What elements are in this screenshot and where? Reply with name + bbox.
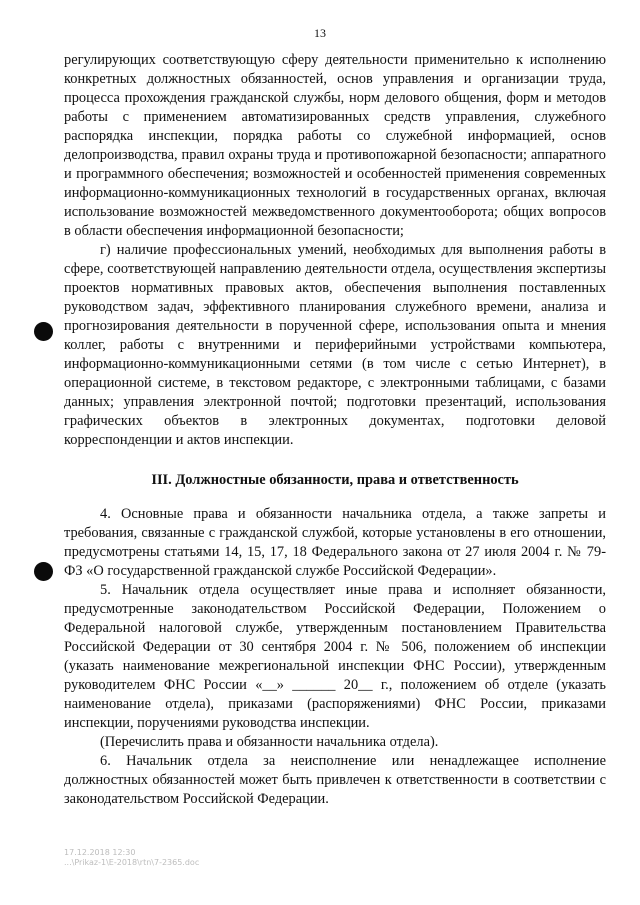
document-body <box>64 51 606 809</box>
page-number: 13 <box>314 26 326 40</box>
paragraph-6: 6. Начальник отдела за неисполнение или ненадлежащее исполнение должностных обязанностей может быть привлечен к ответственности в соответствии с законодательством Российской Федерации. <box>64 753 606 807</box>
punch-hole <box>34 322 53 341</box>
paragraph-skills: г) наличие профессиональных умений, необходимых для выполнения работы в сфере, соответствующей направлению деятельности отдела, осуществления экспертизы проектов нормативных правовых актов, обеспечения выполнения поставленных руководством задач, эффективного планирования служебного времени, анализа и прогнозирования деятельности в порученной сфере, использования опыта и мнения коллег, работы с внутренними и периферийными устройствами компьютера, информационно-коммуникационными сетями (в том числе с сетью Интернет), в операционной системе, в текстовом редакторе, с электронными таблицами, с базами данных; управления электронной почтой; подготовки презентаций, использования графических объектов в электронных документах, подготовки деловой корреспонденции и актов инспекции. <box>64 242 606 448</box>
punch-hole <box>34 562 53 581</box>
paragraph-note: (Перечислить права и обязанности начальника отдела). <box>100 734 439 750</box>
paragraph-4: 4. Основные права и обязанности начальника отдела, а также запреты и требования, связанные с гражданской службой, которые установлены в его отношении, предусмотрены статьями 14, 15, 17, 18 Федерального закона от 27 июля 2004 г. № 79-ФЗ «О государственной гражданской службе Российской Федерации». <box>64 506 606 579</box>
file-stamp-date: 17.12.2018 12:30 <box>64 848 136 857</box>
paragraph-5: 5. Начальник отдела осуществляет иные права и исполняет обязанности, предусмотренные законодательством Российской Федерации, Положением о Федеральной налоговой службе, утвержденным постановлением Правительства Российской Федерации от 30 сентября 2004 г. № 506, положением об инспекции (указать наименование межрегиональной инспекции ФНС России), утвержденным руководителем ФНС России «__» ______ 20__ г., положением об отделе (указать наименование отдела), приказами (распоряжениями) ФНС России, приказами инспекции, поручениями руководства инспекции. <box>64 582 606 731</box>
file-stamp-path: ...\Prikaz-1\E-2018\rtn\7-2365.doc <box>64 858 200 867</box>
file-stamp <box>64 848 199 868</box>
section-heading: III. Должностные обязанности, права и ответственность <box>151 472 519 488</box>
paragraph-continuation: регулирующих соответствующую сферу деятельности применительно к исполнению конкретных должностных обязанностей, основ управления и организации труда, процесса прохождения гражданской службы, норм делового общения, форм и методов работы с применением автоматизированных средств управления, служебного распорядка инспекции, порядка работы со служебной информацией, основ делопроизводства, правил охраны труда и противопожарной безопасности; аппаратного и программного обеспечения; возможностей и особенностей применения современных информационно-коммуникационных технологий в государственных органах, включая использование возможностей межведомственного документооборота; общих вопросов в области обеспечения информационной безопасности; <box>64 52 606 239</box>
